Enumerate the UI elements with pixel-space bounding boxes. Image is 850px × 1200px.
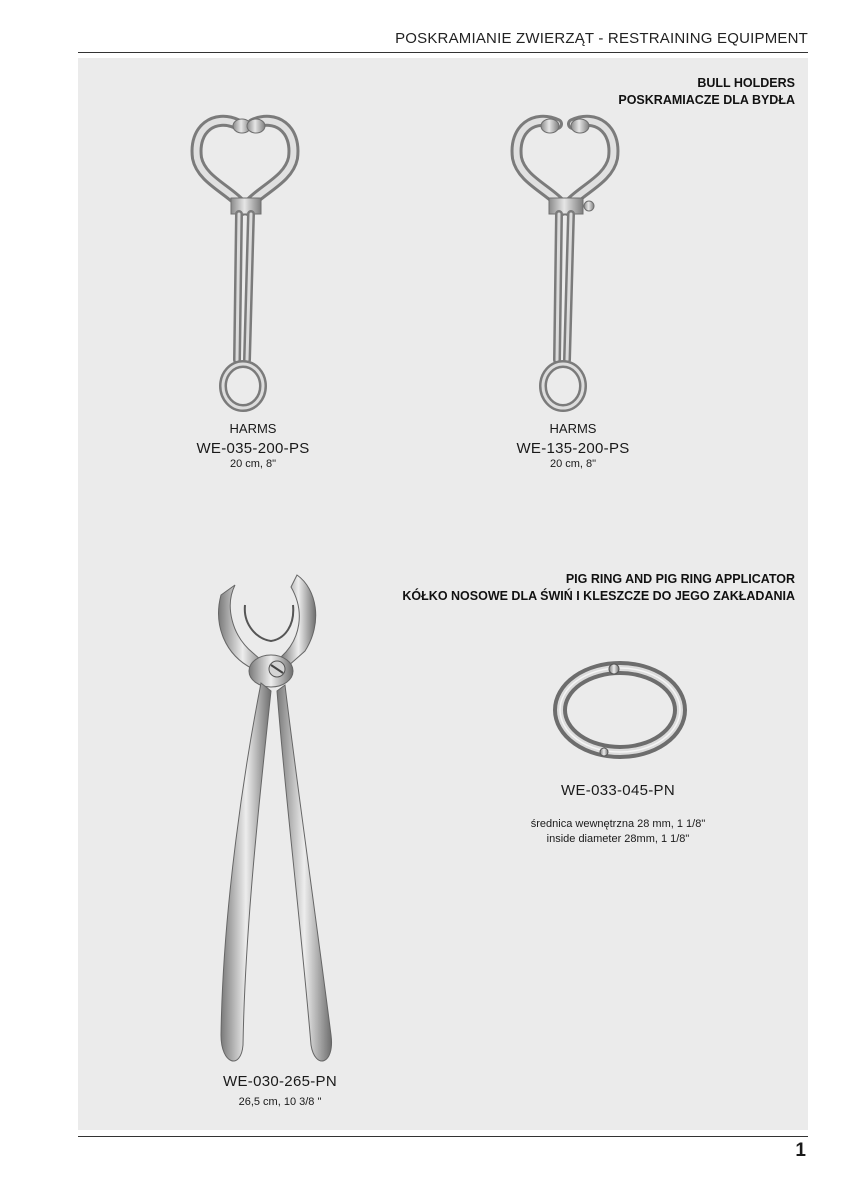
product-desc-en: inside diameter 28mm, 1 1/8" bbox=[546, 833, 690, 845]
product-desc-pl: średnica wewnętrzna 28 mm, 1 1/8" bbox=[530, 818, 706, 830]
product-brand: HARMS bbox=[549, 421, 597, 436]
footer-rule bbox=[78, 1136, 808, 1137]
section-title-pl: KÓŁKO NOSOWE DLA ŚWIŃ I KLESZCZE DO JEGO ZAKŁADANIA bbox=[402, 589, 795, 603]
bull-holder-image-1 bbox=[185, 110, 305, 420]
section-title-bull-holders bbox=[618, 75, 795, 109]
product-size: 26,5 cm, 10 3/8 " bbox=[238, 1096, 322, 1108]
product-caption-4 bbox=[498, 782, 738, 847]
section-title-pig-ring bbox=[402, 571, 795, 605]
pig-ring-image bbox=[550, 660, 690, 760]
header-rule bbox=[78, 52, 808, 53]
product-size: 20 cm, 8" bbox=[229, 458, 277, 470]
section-title-en: BULL HOLDERS bbox=[697, 76, 795, 90]
product-caption-3 bbox=[200, 1073, 360, 1108]
bull-holder-image-2 bbox=[505, 110, 625, 420]
section-title-en: PIG RING AND PIG RING APPLICATOR bbox=[565, 572, 795, 586]
product-code: WE-135-200-PS bbox=[516, 440, 630, 457]
product-code: WE-033-045-PN bbox=[561, 782, 675, 799]
product-caption-2 bbox=[493, 421, 653, 470]
section-title-pl: POSKRAMIACZE DLA BYDŁA bbox=[618, 93, 795, 107]
page-header-title: POSKRAMIANIE ZWIERZĄT - RESTRAINING EQUIPMENT bbox=[395, 30, 808, 47]
product-caption-1 bbox=[173, 421, 333, 470]
product-brand: HARMS bbox=[229, 421, 277, 436]
product-code: WE-030-265-PN bbox=[223, 1073, 337, 1090]
product-size: 20 cm, 8" bbox=[549, 458, 597, 470]
pig-ring-applicator-image bbox=[205, 565, 345, 1075]
product-code: WE-035-200-PS bbox=[196, 440, 310, 457]
page-number: 1 bbox=[795, 1140, 806, 1161]
